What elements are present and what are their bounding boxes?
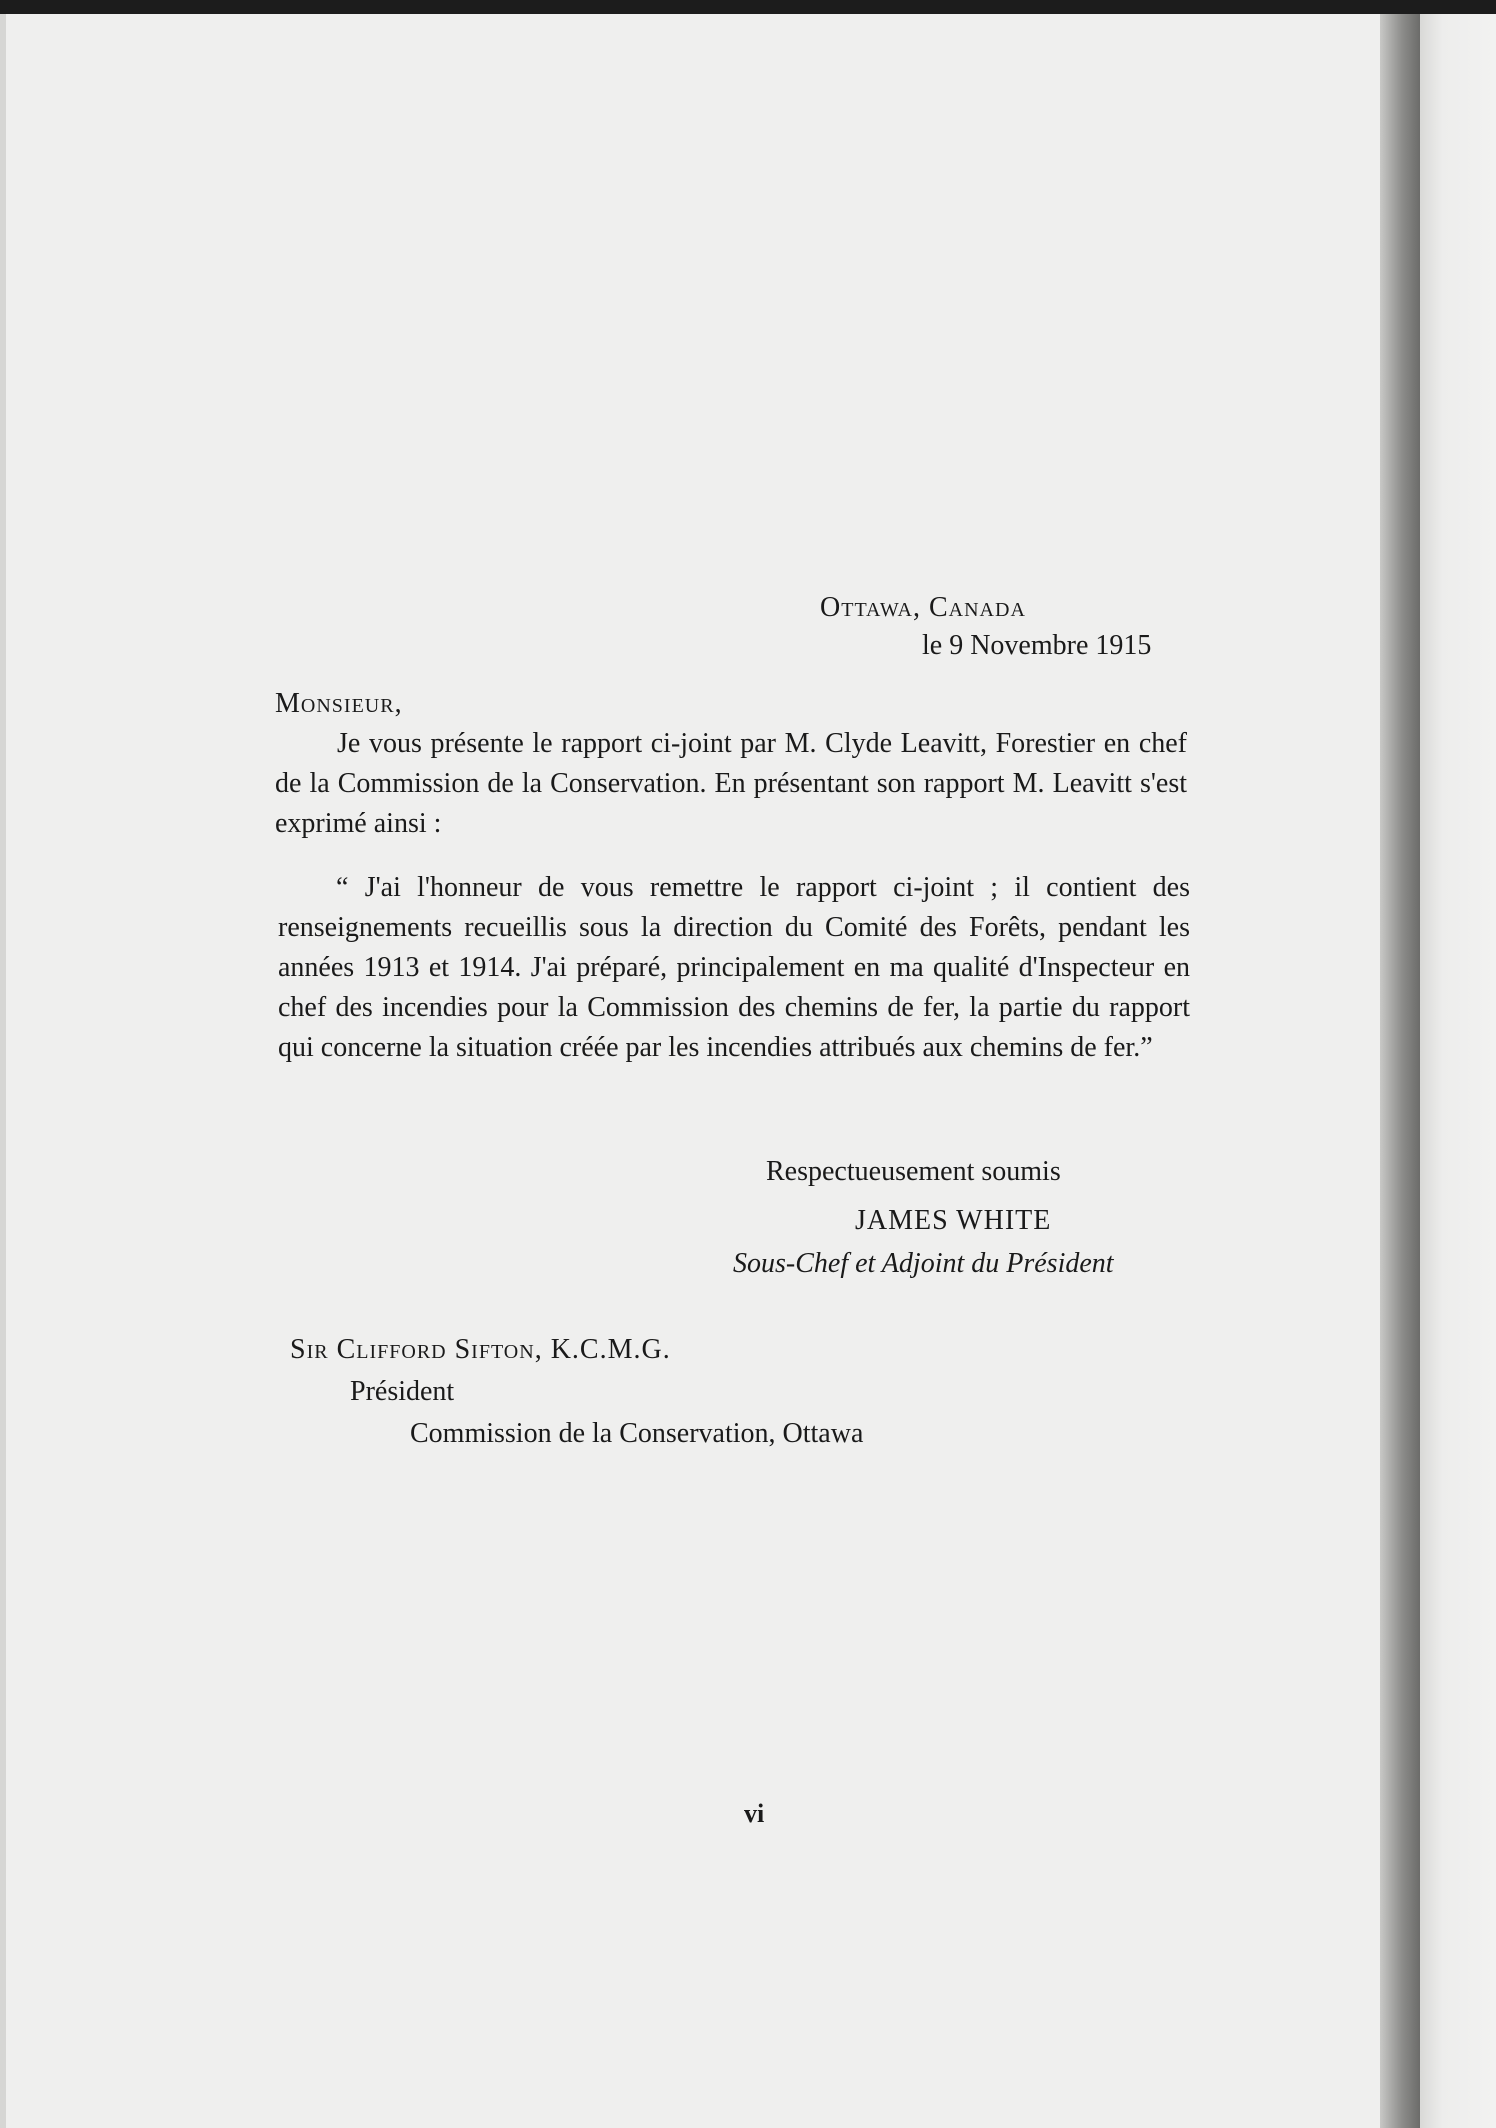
signatory-name: JAMES WHITE (855, 1205, 1052, 1236)
letter-paragraph: Je vous présente le rapport ci-joint par M. Clyde Leavitt, Forestier en chef de la Commission de la Conservation. En présentant son rapport M. Leavitt s'est exprimé ainsi : (275, 728, 1187, 839)
page-paper (0, 14, 1380, 2128)
letter-place: Ottawa, Canada (820, 592, 1026, 623)
signatory-title: Sous-Chef et Adjoint du Président (733, 1248, 1114, 1279)
addressee-organization: Commission de la Conservation, Ottawa (410, 1418, 864, 1449)
letter-quote: “ J'ai l'honneur de vous remettre le rapport ci-joint ; il contient des renseignements recueillis sous la direction du Comité des Forêts, pendant les années 1913 et 1914. J'ai préparé, principalement en ma qualité d'Inspecteur en chef des incendies pour la Commission des chemins de fer, la partie du rapport qui concerne la situation créée par les incendies attribués aux chemins de fer.” (278, 872, 1190, 1063)
letter-date: le 9 Novembre 1915 (922, 630, 1152, 661)
closing-phrase: Respectueusement soumis (766, 1156, 1061, 1187)
addressee-name: Sir Clifford Sifton, K.C.M.G. (290, 1334, 671, 1365)
scanner-top-edge (0, 0, 1496, 14)
facing-page-edge (1420, 14, 1496, 2128)
book-binding-shadow (1380, 14, 1420, 2128)
page-left-edge (0, 14, 6, 2128)
letter-salutation: Monsieur, (275, 688, 403, 719)
addressee-role: Président (350, 1376, 455, 1407)
page-number: vi (744, 1799, 765, 1828)
